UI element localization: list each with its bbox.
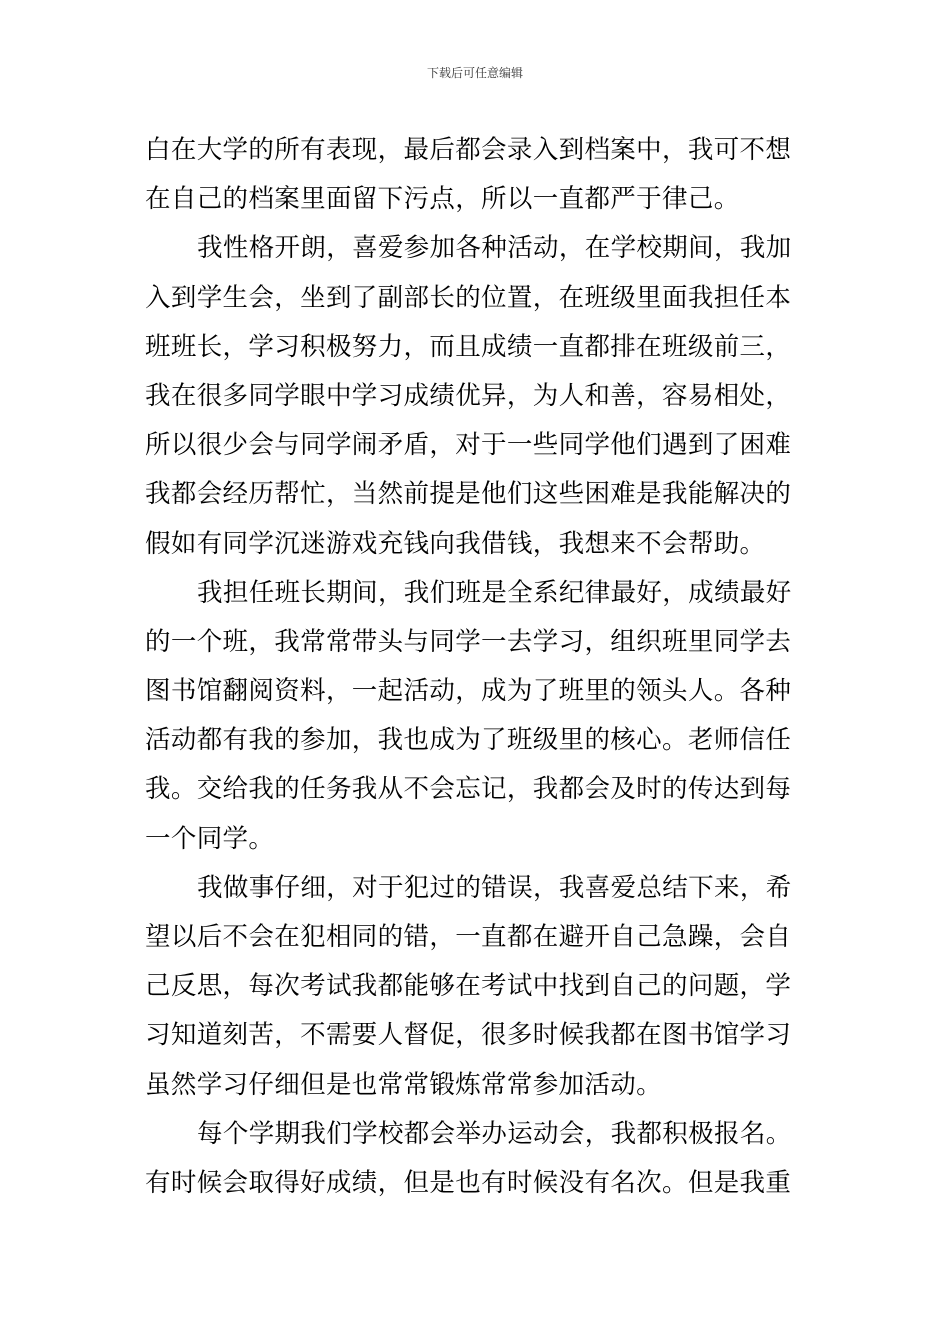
text-line: 一个同学。 [145,823,275,854]
paragraph-start-line: 我做事仔细，对于犯过的错误，我喜爱总结下来，希 [197,872,792,903]
text-line: 在自己的档案里面留下污点，所以一直都严于律己。 [145,184,740,215]
text-line: 图书馆翻阅资料，一起活动，成为了班里的领头人。各种 [145,676,792,707]
text-line: 望以后不会在犯相同的错，一直都在避开自己急躁，会自 [145,922,792,952]
text-line: 所以很少会与同学闹矛盾，对于一些同学他们遇到了困难 [145,430,792,461]
text-line: 活动都有我的参加，我也成为了班级里的核心。老师信任 [145,725,792,756]
text-line: 有时候会取得好成绩，但是也有时候没有名次。但是我重 [145,1167,792,1198]
paragraph-start-line: 每个学期我们学校都会举办运动会，我都积极报名。 [197,1118,792,1149]
text-line: 我在很多同学眼中学习成绩优异，为人和善，容易相处， [145,380,792,411]
text-line: 己反思，每次考试我都能够在考试中找到自己的问题，学 [145,971,792,1002]
text-line: 虽然学习仔细但是也常常锻炼常常参加活动。 [145,1069,663,1100]
text-line: 的一个班，我常常带头与同学一去学习，组织班里同学去 [145,626,792,657]
text-line: 班班长，学习积极努力，而且成绩一直都排在班级前三， [145,331,792,362]
text-line: 白在大学的所有表现，最后都会录入到档案中，我可不想 [145,135,792,165]
text-line: 习知道刻苦，不需要人督促，很多时候我都在图书馆学习 [145,1020,792,1051]
text-line: 假如有同学沉迷游戏充钱向我借钱，我想来不会帮助。 [145,528,766,559]
text-line: 我都会经历帮忙，当然前提是他们这些困难是我能解决的 [145,479,792,510]
text-line: 入到学生会，坐到了副部长的位置，在班级里面我担任本 [145,282,792,313]
body-text [145,130,810,1212]
paragraph-start-line: 我担任班长期间，我们班是全系纪律最好，成绩最好 [197,577,792,608]
paragraph-start-line: 我性格开朗，喜爱参加各种活动，在学校期间，我加 [197,233,792,264]
page-header: 下载后可任意编辑 [426,66,523,80]
text-line: 我。交给我的任务我从不会忘记，我都会及时的传达到每 [145,774,792,805]
